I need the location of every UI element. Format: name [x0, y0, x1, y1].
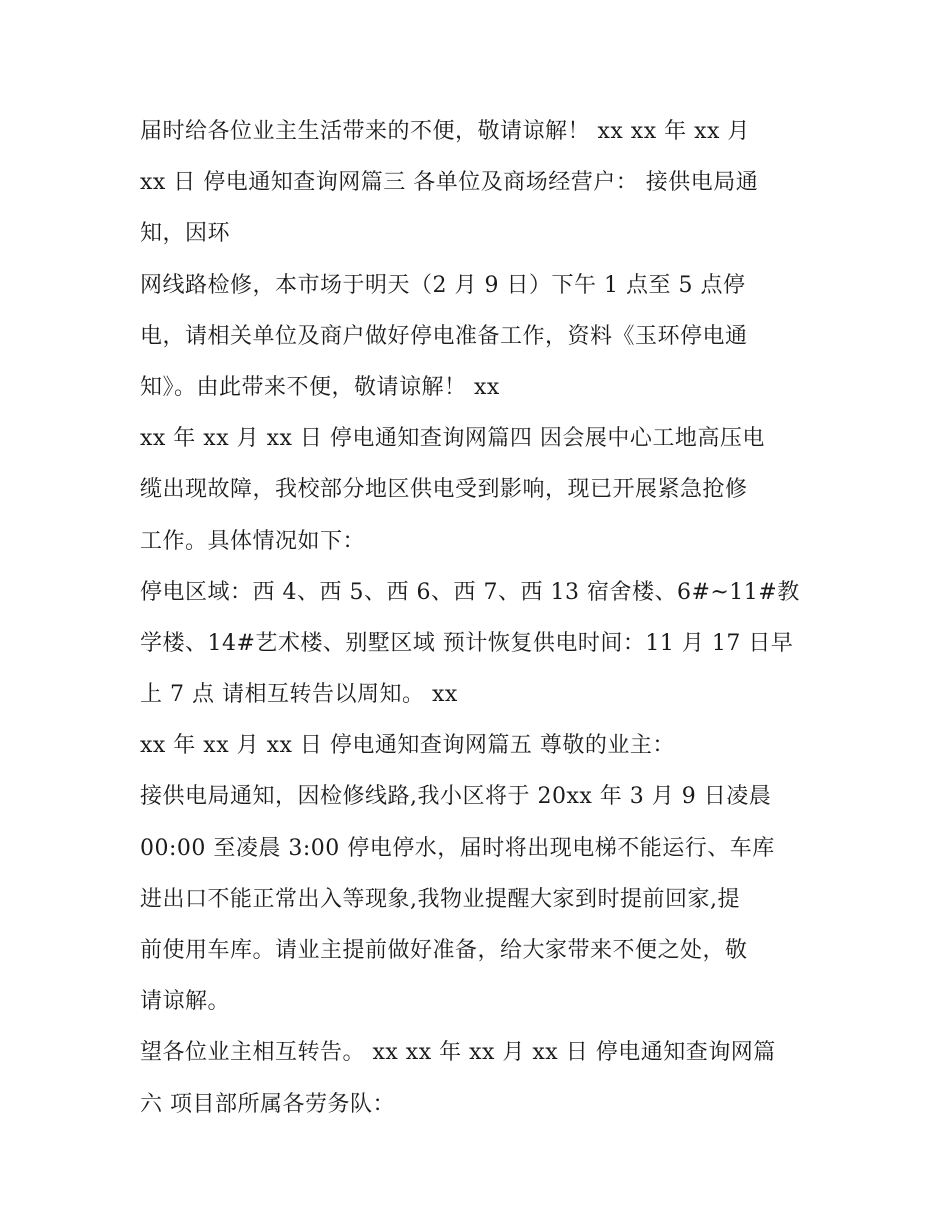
text-line: 请谅解。: [140, 989, 231, 1015]
text-line: 00:00 至凌晨 3:00 停电停水，届时将出现电梯不能运行、车库: [140, 835, 775, 861]
text-line: 缆出现故障，我校部分地区供电受到影响，现已开展紧急抢修: [140, 477, 748, 503]
text-line: 六 项目部所属各劳务队：: [140, 1091, 395, 1117]
text-line: 前使用车库。请业主提前做好准备，给大家带来不便之处，敬: [140, 938, 748, 963]
text-line: 届时给各位业主生活带来的不便，敬请谅解！ xx xx 年 xx 月: [140, 119, 750, 144]
text-line: 接供电局通知，因检修线路,我小区将于 20xx 年 3 月 9 日凌晨: [140, 784, 772, 810]
text-line: 电，请相关单位及商户做好停电准备工作，资料《玉环停电通: [140, 323, 748, 349]
text-line: 进出口不能正常出入等现象,我物业提醒大家到时提前回家,提: [140, 886, 740, 912]
text-line: 停电区域：西 4、西 5、西 6、西 7、西 13 宿舍楼、6#~11#教: [140, 579, 800, 605]
text-line: xx 日 停电通知查询网篇三 各单位及商场经营户： 接供电局通: [140, 170, 759, 196]
text-line: 望各位业主相互转告。 xx xx 年 xx 月 xx 日 停电通知查询网篇: [140, 1040, 776, 1066]
text-line: 工作。具体情况如下：: [140, 528, 366, 554]
text-line: 知，因环: [140, 221, 231, 247]
text-line: 上 7 点 请相互转告以周知。 xx: [140, 682, 458, 708]
text-line: 知》。由此带来不便，敬请谅解！ xx: [140, 374, 500, 400]
text-line: 网线路检修，本市场于明天（2 月 9 日）下午 1 点至 5 点停: [140, 272, 746, 298]
document-body: [140, 106, 820, 1130]
text-line: 学楼、14#艺术楼、别墅区域 预计恢复供电时间：11 月 17 日早: [140, 630, 794, 656]
text-line: xx 年 xx 月 xx 日 停电通知查询网篇四 因会展中心工地高压电: [140, 426, 765, 452]
text-line: xx 年 xx 月 xx 日 停电通知查询网篇五 尊敬的业主：: [140, 733, 675, 759]
